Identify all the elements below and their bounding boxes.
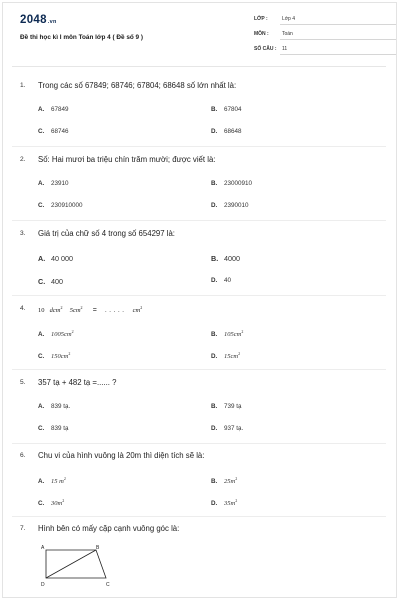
question-text: Trong các số 67849; 68746; 67804; 68648 số lớn nhất là:: [38, 81, 237, 90]
option-text: 4000: [224, 254, 240, 263]
expr-term: $5cm^2$: [69, 305, 83, 314]
answer-option[interactable]: [211, 202, 249, 209]
option-letter: C.: [38, 500, 45, 507]
question-divider: [12, 295, 386, 296]
meta-underline: [280, 54, 396, 55]
answer-option[interactable]: [38, 180, 69, 187]
meta-class: [254, 14, 396, 25]
answer-option[interactable]: [211, 329, 243, 338]
answer-option[interactable]: [38, 128, 69, 135]
logo-suffix: .vn: [47, 19, 57, 25]
option-text: 839 tạ.: [51, 403, 71, 410]
answer-option[interactable]: [211, 498, 237, 507]
question-number: 2.: [20, 156, 26, 163]
answer-option[interactable]: [38, 403, 70, 410]
option-text: 400: [51, 277, 63, 286]
answer-option[interactable]: [38, 498, 64, 507]
question-number: 1.: [20, 82, 26, 89]
expr-unit: dcm$^2$: [49, 305, 63, 314]
option-letter: A.: [38, 403, 45, 410]
exam-title: Đề thi học kì I môn Toán lớp 4 ( Đề số 9 ): [20, 34, 144, 41]
answer-option[interactable]: [38, 476, 66, 485]
option-text: $15cm^2$: [224, 351, 241, 360]
question-divider: [12, 369, 386, 370]
vertex-label-d: D: [41, 582, 45, 588]
option-text: 40: [224, 277, 232, 284]
question-text: [38, 305, 142, 314]
question-divider: [12, 516, 386, 517]
answer-option[interactable]: [38, 254, 73, 263]
option-text: 40 000: [51, 254, 73, 263]
question-number: 3.: [20, 230, 26, 237]
option-letter: A.: [38, 254, 46, 263]
meta-label: SỐ CÂU :: [254, 46, 277, 52]
question-number: 7.: [20, 525, 26, 532]
site-logo[interactable]: [20, 14, 57, 26]
option-letter: A.: [38, 180, 45, 187]
option-text: 23910: [51, 180, 69, 187]
option-text: 739 tạ: [224, 403, 242, 410]
expr-blank: . . . . .: [104, 308, 125, 314]
option-text: $1005cm^2$: [51, 329, 74, 338]
option-text: 67849: [51, 106, 69, 113]
answer-option[interactable]: [211, 128, 242, 135]
option-text: $35m^2$: [224, 498, 238, 507]
answer-option[interactable]: [38, 351, 70, 360]
answer-option[interactable]: [211, 106, 242, 113]
question-divider: [12, 146, 386, 147]
question-number: 4.: [20, 305, 26, 312]
page-frame: [2, 2, 397, 598]
answer-option[interactable]: [211, 351, 240, 360]
option-letter: B.: [211, 254, 219, 263]
option-letter: C.: [38, 277, 46, 286]
question-text: Số: Hai mươi ba triệu chín trăm mười; được viết là:: [38, 155, 216, 164]
option-text: $105cm^2$: [224, 329, 244, 338]
question-divider: [12, 443, 386, 444]
option-text: $150cm^2$: [51, 351, 71, 360]
option-letter: A.: [38, 478, 45, 485]
option-text: $25m^2$: [224, 476, 238, 485]
expr-equals: =: [92, 307, 97, 314]
question-text: Chu vi của hình vuông là 20m thì diện tích sẽ là:: [38, 451, 205, 460]
option-text: 68648: [224, 128, 242, 135]
header-divider: [12, 66, 386, 67]
answer-option[interactable]: [38, 106, 69, 113]
meta-underline: [280, 39, 396, 40]
exam-header: [20, 12, 380, 60]
option-letter: B.: [211, 106, 218, 113]
question-divider: [12, 220, 386, 221]
option-letter: C.: [38, 353, 45, 360]
meta-value: Toán: [282, 31, 293, 37]
logo-main: 2048: [20, 14, 47, 26]
trapezoid-figure: [36, 542, 116, 588]
option-letter: D.: [211, 128, 218, 135]
option-letter: D.: [211, 202, 218, 209]
vertex-label-a: A: [41, 545, 45, 551]
diagonal-db: [46, 550, 96, 578]
meta-label: MÔN :: [254, 31, 269, 37]
answer-option[interactable]: [38, 425, 69, 432]
answer-option[interactable]: [38, 329, 74, 338]
option-text: 2390010: [224, 202, 249, 209]
answer-option[interactable]: [211, 425, 243, 432]
question-text: Giá trị của chữ số 4 trong số 654297 là:: [38, 229, 175, 238]
option-text: 23000910: [224, 180, 253, 187]
trapezoid-shape: [46, 550, 106, 578]
question-text: Hình bên có mấy cặp cạnh vuông góc là:: [38, 524, 180, 533]
answer-option[interactable]: [38, 277, 63, 286]
option-letter: D.: [211, 353, 218, 360]
answer-option[interactable]: [211, 476, 237, 485]
expr-result-unit: $cm^2$: [132, 305, 143, 314]
meta-underline: [280, 24, 396, 25]
option-text: 15 $m^2$: [51, 476, 66, 485]
option-letter: B.: [211, 478, 218, 485]
option-letter: D.: [211, 500, 218, 507]
expr-number: 10: [38, 307, 45, 314]
answer-option[interactable]: [211, 254, 240, 263]
option-letter: B.: [211, 403, 218, 410]
option-letter: A.: [38, 331, 45, 338]
option-letter: C.: [38, 128, 45, 135]
meta-value: 11: [282, 46, 288, 52]
question-number: 6.: [20, 452, 26, 459]
option-letter: B.: [211, 331, 218, 338]
option-text: $30m^2$: [51, 498, 65, 507]
meta-value: Lớp 4: [282, 16, 296, 22]
meta-subject: [254, 29, 396, 40]
option-text: 68746: [51, 128, 69, 135]
answer-option[interactable]: [211, 403, 242, 410]
option-text: 67804: [224, 106, 242, 113]
vertex-label-c: C: [106, 582, 110, 588]
option-letter: D.: [211, 277, 218, 284]
vertex-label-b: B: [96, 545, 100, 551]
option-letter: C.: [38, 202, 45, 209]
meta-label: LỚP :: [254, 16, 268, 22]
answer-option[interactable]: [211, 277, 231, 284]
question-text: 357 tạ + 482 tạ =...... ?: [38, 378, 117, 387]
option-letter: A.: [38, 106, 45, 113]
option-letter: C.: [38, 425, 45, 432]
answer-option[interactable]: [38, 202, 83, 209]
meta-question-count: [254, 44, 396, 55]
option-text: 937 tạ.: [224, 425, 244, 432]
question-number: 5.: [20, 379, 26, 386]
option-text: 839 tạ: [51, 425, 69, 432]
option-text: 230910000: [51, 202, 83, 209]
option-letter: D.: [211, 425, 218, 432]
answer-option[interactable]: [211, 180, 252, 187]
option-letter: B.: [211, 180, 218, 187]
